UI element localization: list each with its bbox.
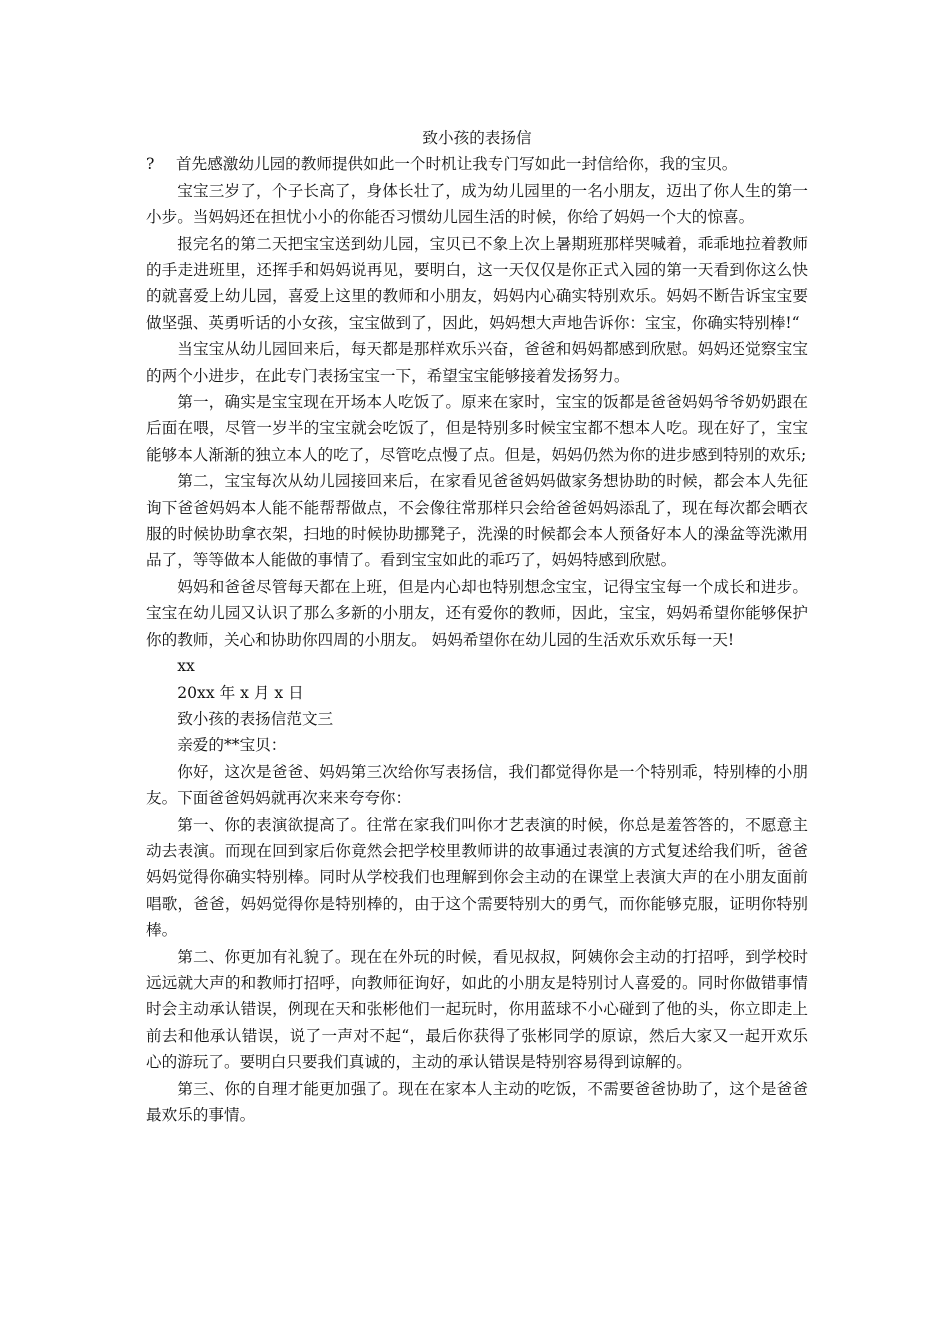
- signature: xx: [177, 657, 195, 676]
- paragraph: 宝宝三岁了，个子长高了，身体长壮了，成为幼儿园里的一名小朋友，迈出了你人生的第一小步。当妈妈还在担忧小小的你能否习惯幼儿园生活的时候，你给了妈妈一个大的惊喜。: [146, 181, 808, 227]
- paragraph: 第一、你的表演欲提高了。往常在家我们叫你才艺表演的时候，你总是羞答答的，不愿意主动去表演。而现在回到家后你竟然会把学校里教师讲的故事通过表演的方式复述给我们听，爸爸妈妈觉得你确实特别棒。同时从学校我们也理解到你会主动的在课堂上表演大声的在小朋友面前唱歌，爸爸，妈妈觉得你是特别棒的，由于这个需要特别大的勇气，而你能够克服，证明你特别棒。: [146, 815, 808, 940]
- paragraph: 第二，宝宝每次从幼儿园接回来后，在家看见爸爸妈妈做家务想协助的时候，都会本人先征询下爸爸妈妈本人能不能帮帮做点，不会像往常那样只会给爸爸妈妈添乱了，现在每次都会晒衣服的时候协助拿衣架，扫地的时候协助挪凳子，洗澡的时候都会本人预备好本人的澡盆等洗漱用品了，等等做本人能做的事情了。看到宝宝如此的乖巧了，妈妈特感到欣慰。: [146, 472, 808, 570]
- paragraph: 当宝宝从幼儿园回来后，每天都是那样欢乐兴奋，爸爸和妈妈都感到欣慰。妈妈还觉察宝宝的两个小进步，在此专门表扬宝宝一下，希望宝宝能够接着发扬努力。: [146, 340, 808, 385]
- intro-text: 首先感激幼儿园的教师提供如此一个时机让我专门写如此一封信给你，我的宝贝。: [176, 155, 738, 174]
- greeting: 亲爱的**宝贝：: [177, 736, 287, 755]
- section-heading: 致小孩的表扬信范文三: [177, 709, 334, 728]
- letter-body: [146, 125, 808, 1128]
- paragraph: 报完名的第二天把宝宝送到幼儿园，宝贝已不象上次上暑期班那样哭喊着，乖乖地拉着教师的手走进班里，还挥手和妈妈说再见，要明白，这一天仅仅是你正式入园的第一天看到你这么快的就喜爱上幼儿园，喜爱上这里的教师和小朋友，妈妈内心确实特别欢乐。妈妈不断告诉宝宝要做坚强、英勇听话的小女孩，宝宝做到了，因此，妈妈想大声地告诉你：宝宝，你确实特别棒!“: [146, 234, 808, 332]
- intro-line: [146, 151, 808, 177]
- paragraph: 第三、你的自理才能更加强了。现在在家本人主动的吃饭，不需要爸爸协助了，这个是爸爸最欢乐的事情。: [146, 1079, 808, 1125]
- paragraph: 第一，确实是宝宝现在开场本人吃饭了。原来在家时，宝宝的饭都是爸爸妈妈爷爷奶奶跟在后面在喂，尽管一岁半的宝宝就会吃饭了，但是特别多时候宝宝都不想本人吃。现在好了，宝宝能够本人渐渐的独立本人的吃了，尽管吃点慢了点。但是，妈妈仍然为你的进步感到特别的欢乐;: [146, 393, 808, 464]
- paragraph: 你好，这次是爸爸、妈妈第三次给你写表扬信，我们都觉得你是一个特别乖，特别棒的小朋友。下面爸爸妈妈就再次来来夸夸你：: [146, 762, 808, 808]
- intro-marker: ?: [146, 155, 155, 174]
- date-line: 20xx 年 x 月 x 日: [177, 683, 304, 702]
- page-title: 致小孩的表扬信: [422, 129, 532, 147]
- paragraph: 妈妈和爸爸尽管每天都在上班，但是内心却也特别想念宝宝，记得宝宝每一个成长和进步。宝宝在幼儿园又认识了那么多新的小朋友，还有爱你的教师，因此，宝宝，妈妈希望你能够保护你的教师，关心和协助你四周的小朋友。 妈妈希望你在幼儿园的生活欢乐欢乐每一天!: [146, 577, 808, 649]
- paragraph: 第二、你更加有礼貌了。现在在外玩的时候，看见叔叔，阿姨你会主动的打招呼，到学校时远远就大声的和教师打招呼，向教师征询好，如此的小朋友是特别讨人喜爱的。同时你做错事情时会主动承认错误，例现在天和张彬他们一起玩时，你用蓝球不小心碰到了他的头，你立即走上前去和他承认错误，说了一声对不起“，最后你获得了张彬同学的原谅，然后大家又一起开欢乐心的游玩了。要明白只要我们真诚的，主动的承认错误是特别容易得到谅解的。: [146, 947, 808, 1072]
